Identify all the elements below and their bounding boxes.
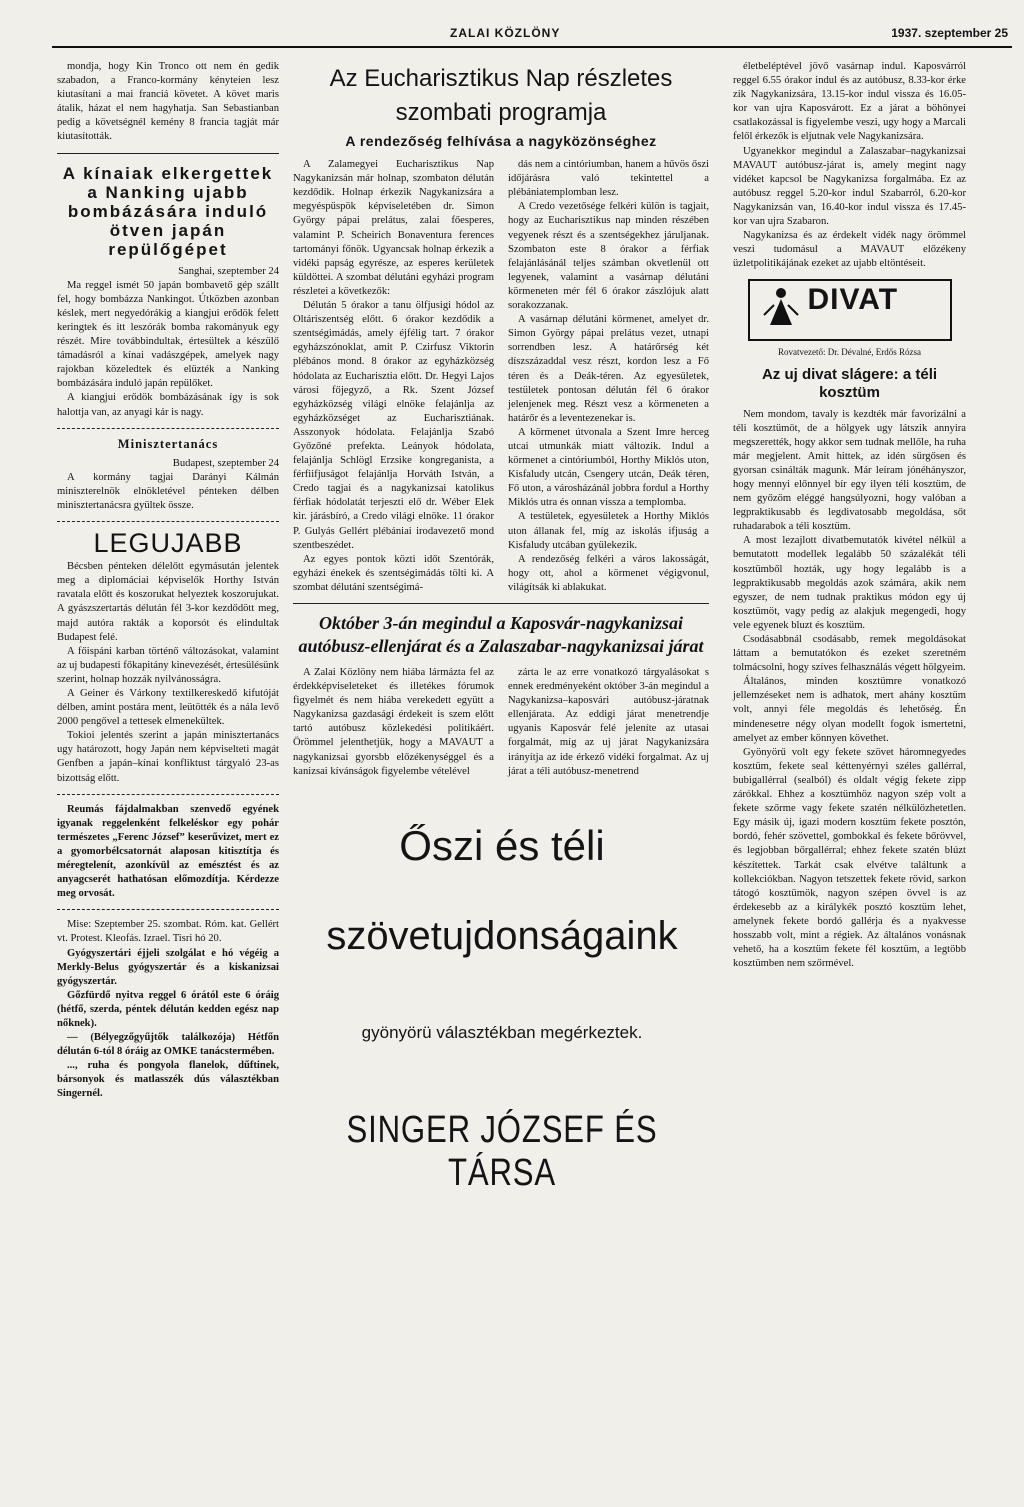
ad-line: szövetujdonságaink xyxy=(326,914,678,958)
headline-fashion: Az uj divat slágere: a téli kosztüm xyxy=(761,365,938,401)
subheadline: A rendezőség felhívása a nagyközönséghez xyxy=(345,133,657,149)
article-paragraph: Ma reggel ismét 50 japán bombavető gép szállt fel, hogy bombázza Nankingot. Útközben azonban késlek, mert negyedórákig a kiangjui erődök felett keringtek és itt leszórák bomba rakományuk egy részét. Mire továbbindultak, értesültek a készülő támadásról a kínai vadászgépek, amelyek nagy rajokban közeledtek és elüzték a Nanking bombázására induló japán repülőket. xyxy=(57,279,279,390)
singer-advertisement xyxy=(294,760,710,1490)
headline-bus: Október 3-án megindul a Kaposvár-nagykanizsai autóbusz-ellenjárat és a Zalaszabar-nagykanizsai járat xyxy=(298,613,704,656)
column-right xyxy=(733,60,966,971)
article-paragraph: A rendezőség felkéri a város lakosságát, hogy ott, ahol a körmenet végigvonul, világítsák ki ablakukat. xyxy=(508,553,709,593)
notice-item: Mise: Szeptember 25. szombat. Róm. kat. Gellért vt. Protest. Kleofás. Izrael. Tisri hó 20. xyxy=(57,919,279,945)
notice-item: Gyógyszertári éjjeli szolgálat e hó végéig a Merkly-Belus gyógyszertár és a kiskanizsai gyógyszertár. xyxy=(57,947,279,987)
column-middle xyxy=(293,60,709,779)
article-paragraph: A vasárnap délutáni körmenet, amelyet dr. Simon György pápai prelátus vezet, utnapi sorrendben lesz. A határőrség két díszszázaddal vesz részt, kordon lesz a Fő téren és a Deák-téren. Az egyesületek, testületek pontosan délután fél 6 órakor jelenjenek meg. Részt vesz a körmeneten a határőr és a leventezenekar is. xyxy=(508,314,709,424)
fashion-figure-icon xyxy=(758,285,804,333)
divider xyxy=(57,428,279,429)
divider xyxy=(57,153,279,154)
article-paragraph: Gyönyörű volt egy fekete szövet háromnegyedes kosztüm, fekete seal kéttenyérnyi széles gallérral, bubigallérral (sealból) és oldalt végig fekete zipp zárókkal. Ehhez a kosztümhöz nagyon szép volt a fekete szőrme vagy fekete szatén nélkülözhetetlen. Egy másik új, igazi modern kosztüm fekete posztón, bordó, fehér szövettel, gombokkal és fekete bőrövvel, és legjobban bőrgallérral; ehhez fekete szatén blúzt készítettek. Tarkát csak elvétve találtunk a kollekciókban. Nagyon tetszettek fekete rövid, sarkon tátogó kosztümök, nagyon szépen övvel is az érdekesebb az a királykék posztó kosztüm lehet, amelynek fekete bordó gallérja és a nyakvesse hosszabb volt, mint a régiek. Az általános vonásnak vehető, ha a kosztüm fekete fél kosztüm, a legtöbb kosztümben nem szőrmével. xyxy=(733,746,966,970)
article-paragraph: dás nem a cintóriumban, hanem a hűvös őszi időjárásra való tekintettel a plébániatemplomban lesz. xyxy=(508,159,709,199)
divider xyxy=(57,909,279,910)
news-item: Tokioi jelentés szerint a japán minisztertanács ugy határozott, hogy Japán nem képviselteti magát Genfben a japán–kínai konfliktust tárgyaló 23-as bizottság előtt. xyxy=(57,730,279,784)
divider xyxy=(57,794,279,795)
article-paragraph: A kormány tagjai Darányi Kálmán miniszterelnök elnökletével pénteken délben minisztertanácsra gyültek össze. xyxy=(57,471,279,511)
headline-ministry: Minisztertanács xyxy=(117,436,219,451)
article-paragraph: A körmenet útvonala a Szent Imre herceg utcai utmunkák miatt változik. Indul a körmenet a cintóriumból, Horthy Miklós uton, Kisfaludy utcán, Csengery utcán, Deák téren, Fő uton, a városházánál jobbra fordul a Horthy Miklós utra és onnan vissza a templomba. xyxy=(508,426,709,509)
headline-nanking: A kínaiak elkergettek a Nanking ujabb bombázására induló ötven japán repülőgépet xyxy=(62,163,274,259)
subcolumn-right xyxy=(508,158,709,595)
article-paragraph: Ugyanekkor megindul a Zalaszabar–nagykanizsai MAVAUT autóbusz-járat is, amely megint nagy vidéket kapcsol be Nagykanizsa forgalmába. Ez az autóbusz reggel 5.20-kor indul Szabarról, 6.20-kor Nagykanizsán van, 16.40-kor indul vissza és 17.45-kor van ujra Szabaron. xyxy=(733,145,966,228)
article-paragraph: Az egyes pontok közti időt Szentórák, egyházi énekek és szentségimádás tölti ki. A szombat délutáni szentségimá- xyxy=(293,553,494,593)
logo-text: DIVAT xyxy=(807,283,899,317)
divider xyxy=(293,603,709,604)
divat-logo xyxy=(748,279,952,341)
notice-item: Gőzfürdő nyitva reggel 6 órától este 6 óráig (hétfő, szerda, péntek délután kedden egész nap nőknek). xyxy=(57,989,279,1029)
ad-line: Őszi és téli xyxy=(399,822,605,869)
newspaper-name: ZALAI KÖZLÖNY xyxy=(450,26,561,40)
column-left xyxy=(57,60,279,1102)
advert-ferenc-jozsef: Reumás fájdalmakban szenvedő egyének igyanak reggelenként felkeléskor egy pohár természetes „Ferenc József” keserűvizet, mert ez a gyomorbélcsatornát alaposan kitisztítja és méregtelenít, azonkívül az emésztést és az anyagcserét hathatósan előmozdítja. Kérdezze meg orvosát. xyxy=(57,803,279,900)
headline-latest: LEGUJABB xyxy=(93,528,243,559)
divider xyxy=(57,521,279,522)
notice-item: ..., ruha és pongyola flanelok, dűftinek, bársonyok és matlasszék dús választékban Singernél. xyxy=(57,1060,279,1100)
article-paragraph: A testületek, egyesületek a Horthy Miklós uton állanak fel, míg az iskolás ifjuság a Kisfaludy utcában gyülekezik. xyxy=(508,511,709,551)
article-paragraph: Nem mondom, tavaly is kezdték már favorizálni a téli kosztümöt, de a hölgyek ugy látszik annyira megszerették, hogy akkor sem tudnak mellőle, ha ruha már megjelent. Amit hittek, az idén sürgősen és gyorsan csinálták magunk. Már leíram jónéhányszor, hogy mennyi előnnyel bír egy ilyen téli kosztüm, de nem győzöm eléggé hangsúlyozni, hogy valóban a legpraktikusabb és legdivatosabb megoldása, sőt ruhadarabok a téli kosztüm. xyxy=(733,408,966,533)
issue-date: 1937. szeptember 25 xyxy=(891,26,1008,40)
article-paragraph: Nagykanizsa és az érdekelt vidék nagy örömmel veszi tudomásul a MAVAUT előzékeny üzletpolitikájának ezeket az ujabb eltöntéseit. xyxy=(733,230,966,270)
article-paragraph: életbeléptével jövő vasárnap indul. Kaposvárról reggel 6.55 órakor indul és az autóbusz, 8.33-kor érke zik Nagykanizsára, 13.15-kor indul vissza és 16.05-kor van ujra Kaposvárott. Ez a járat a böhönyei csatlakozással is figyelembe veszi, ugy hogy a Marcali felől érkezők is eljutnak vele Nagykanizsára. xyxy=(733,61,966,143)
page-header xyxy=(52,22,1012,48)
article-paragraph: A kiangjui erődök bombázásának így is sok halottja van, az anyagi kár is nagy. xyxy=(57,392,279,418)
article-paragraph: Délután 5 órakor a tanu ölfjusigi hódol az Oltáriszentség előtt. 6 órakor kezdődik a szentségimádás, amely éjfélig tart. 7 órakor egyházszónoklat, amit P. Czirfusz Viktorin plébános mond. 8 órakor az egyházközség hódolata az Eucharisztia előtt. Dr. Hegyi Lajos városi főjegyző, a Rk. Szent József egyházközség világi elnöke felajánlja az egyházközséget az Eucharisztiának. Asszonyok hódolata. Felajánlja Szabó Győzőné prefekta. Leányok hódolata, felajánlja Schlögl Erzsike kongreganista, a férfiifjuságot felajánlja Horváth István, a Credo tagjai és a nagykanizsai katolikus férfiak hódolatát terjeszti elő dr. Wéber Elek kir. járásbíró, a Credo világi elnöke. 11 órakor P. Gulyás Gellért plébániai irodavezető mond szentbeszédet. xyxy=(293,300,494,551)
news-item: Bécsben pénteken délelőtt egymásután jelentek meg a diplomáciai képviselők Horthy István ravatala előtt és koszorukat helyeztek koszorujukat. A gyászszertartás délután fél 3-kor kezdődött meg, majd autóra rakták a koporsót és elindultak Budapest felé. xyxy=(57,561,279,643)
article-paragraph: A Credo vezetősége felkéri külön is tagjait, hogy az Eucharisztikus nap minden részében vegyenek részt és a szentségekhez járuljanak. Szombaton este 8 órakor a férfiak felajánlásánál teljes számban okvetlenül ott legyenek, valamint a vasárnap délutáni körmeneten mér fél 6 órakor zászlójuk alatt sorakozzanak. xyxy=(508,201,709,312)
article-paragraph: Általános, minden kosztümre vonatkozó jellemzéseket nem is adhatok, mert ahány kosztüm volt, annyi féle megoldás és lehetőség. Én mindenesetre négy olyan modellt fogok ismertetni, amelyet az ember könnyen követhet. xyxy=(733,676,966,744)
news-item: A főispáni karban történő változásokat, valamint az uj budapesti főkapitány kinevezését, értesülésünk szerint, holnap hozzák nyilvánosságra. xyxy=(57,645,279,685)
headline-eucharist-2: szombati programja xyxy=(395,99,607,126)
article-paragraph: A Zalamegyei Eucharisztikus Nap Nagykanizsán már holnap, szombaton délután kezdődik. Holnap érkezik Nagykanizsára a megyéspüspök képviseletében dr. Simon György pápai prelátus, zalai főesperes, valamint P. Scheirich Bonaventura ferences tartományi főnök. Ugyancsak holnap érkezik a vidéki papság egyrésze, az esperes kerületek küldöttei. A szombat délutáni egyházi program részletei a következők: xyxy=(293,159,494,297)
ad-company: SINGER JÓZSEF ÉS TÁRSA xyxy=(346,1109,658,1194)
article-paragraph: A most lezajlott divatbemutatók kivétel nélkül a bemutatott modellek legalább 50 százalékát téli kosztümből hozták, ugy hogy legalább is a legpraktikusabb megoldás azok számára, akik nem egyszer, de nem tudnak praktikus módon egy új kosztümöt, vagy pedig az alakjuk megengedi, hogy vele egyenek bluzt és kosztüm. xyxy=(733,535,966,631)
article-continuation: mondja, hogy Kin Tronco ott nem én gedik szabadon, a Franco-kormány kényteien lesz kiutasítani a mai franciá követet. A követ maris átalik, házat el nem hagyhatja. San Sebastianban pedig a követségnél kemény 8 francia tagját már kiutasították. xyxy=(57,61,279,143)
news-item: A Geiner és Várkony textilkereskedő kifutóját délben, amint postára ment, leütötték és a nála levő 2000 pengővel a tettesek elmenekültek. xyxy=(57,688,279,728)
notice-item: — (Bélyegzőgyűjtők találkozója) Hétfőn délután 6-tól 8 óráig az OMKE tanácstermében. xyxy=(57,1032,279,1058)
column-credit: Rovatvezető: Dr. Dévalné, Erdős Rózsa xyxy=(778,347,921,358)
subcolumn-left xyxy=(293,158,494,595)
ad-line: gyönyörü választékban megérkeztek. xyxy=(361,1023,643,1042)
two-column-block xyxy=(293,158,709,595)
dateline: Budapest, szeptember 24 xyxy=(172,457,279,469)
dateline: Sanghai, szeptember 24 xyxy=(178,265,279,277)
headline-eucharist-1: Az Eucharisztikus Nap részletes xyxy=(329,65,673,92)
article-paragraph: zárta le az erre vonatkozó tárgyalásokat s ennek eredményeként október 3-án megindul a Nagykanizsa–kaposvári autóbusz-járatnak ellenjárata. Az eddigi járat menetrendje ugyanis Kaposvár felé jeleníte az utasai forgalmát, míg az uj járat Nagykanizsára irányítja az ide érkező vidéki forgalmat. Az uj járat a téli autóbusz-menetrend xyxy=(508,667,709,777)
article-paragraph: A Zalai Közlöny nem hiába lármázta fel az érdekképviseleteket és illetékes fórumok figyelmét és nem hiába verekedett együtt a Nagykanizsa gazdasági érdekeit is szem előtt tartó autóbusz közlekedési politikáért. Örömmel jelenthetjük, hogy a MAVAUT a nagykanizsai gyorsbb előzékenységgel és a kanizsai kívánságok figyelembe vételével xyxy=(293,667,494,777)
article-paragraph: Csodásabbnál csodásabb, remek megoldásokat láttam a bemutatókon és ezeket szeretném tolmácsolni, hogy szíves felhasználás végett hölgyeim. xyxy=(733,634,966,674)
